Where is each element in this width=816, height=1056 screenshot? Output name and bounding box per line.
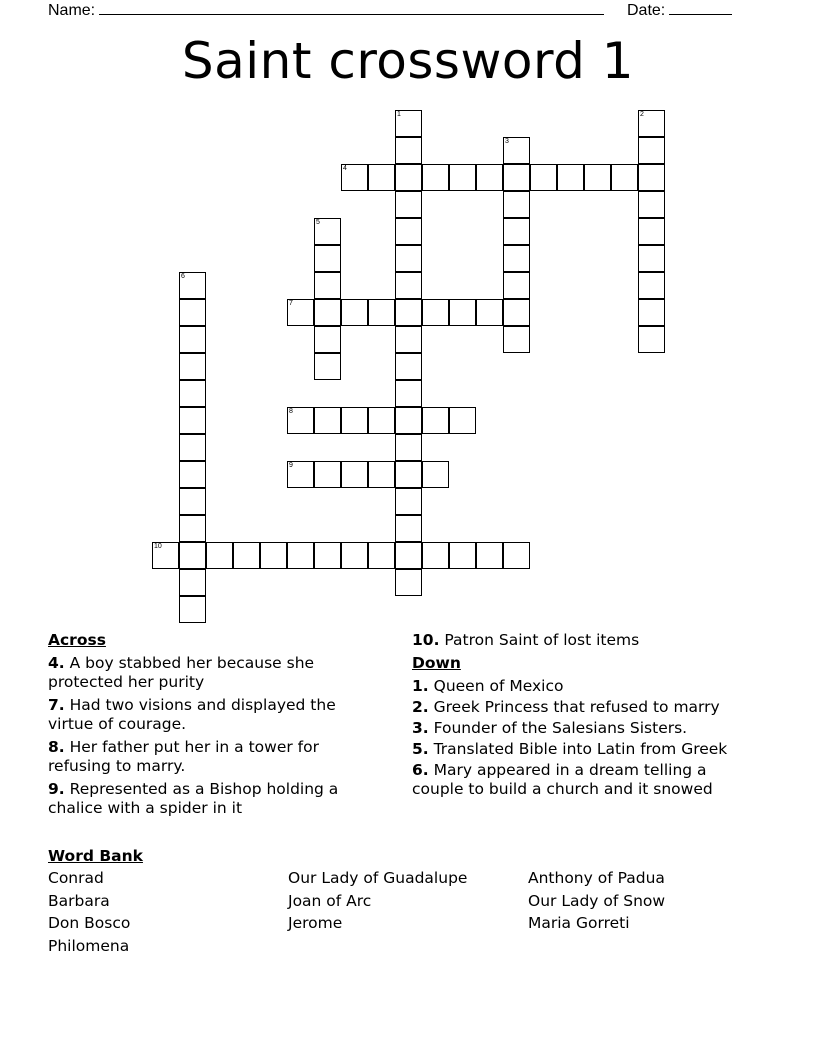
grid-cell[interactable]	[503, 137, 530, 164]
clue-number: 10.	[412, 631, 440, 649]
name-label: Name:	[48, 2, 96, 19]
clue-number: 1.	[412, 677, 429, 695]
grid-cell[interactable]	[422, 461, 449, 488]
grid-cell[interactable]	[449, 299, 476, 326]
word-bank-entry: Maria Gorreti	[528, 914, 630, 932]
grid-cell[interactable]	[314, 353, 341, 380]
grid-cell[interactable]	[449, 407, 476, 434]
clue-number: 2	[640, 111, 644, 118]
grid-cell[interactable]	[503, 245, 530, 272]
grid-cell[interactable]	[449, 542, 476, 569]
clue-item	[48, 738, 378, 776]
grid-cell[interactable]	[179, 488, 206, 515]
grid-cell[interactable]	[179, 380, 206, 407]
grid-cell[interactable]	[179, 407, 206, 434]
grid-cell[interactable]	[638, 272, 665, 299]
grid-cell[interactable]	[476, 164, 503, 191]
grid-cell[interactable]	[314, 407, 341, 434]
clue-number: 8	[289, 408, 293, 415]
grid-cell[interactable]	[233, 542, 260, 569]
grid-cell[interactable]	[422, 407, 449, 434]
clue-number: 7.	[48, 696, 65, 714]
grid-cell[interactable]	[395, 137, 422, 164]
word-bank-entry: Joan of Arc	[288, 891, 372, 910]
grid-cell[interactable]	[368, 164, 395, 191]
grid-cell[interactable]	[341, 461, 368, 488]
down-heading: Down	[412, 654, 461, 672]
grid-cell[interactable]	[395, 164, 422, 191]
word-bank-entry: Jerome	[288, 914, 343, 932]
grid-cell[interactable]	[503, 191, 530, 218]
clue-number: 3	[505, 138, 509, 145]
clue-number: 5	[316, 219, 320, 226]
clue-number: 2.	[412, 698, 429, 716]
grid-cell[interactable]	[638, 326, 665, 353]
grid-cell[interactable]	[179, 461, 206, 488]
clue-number: 9.	[48, 780, 65, 798]
word-bank-column-3	[528, 867, 665, 935]
grid-cell[interactable]	[179, 299, 206, 326]
grid-cell[interactable]	[341, 299, 368, 326]
grid-cell[interactable]	[395, 191, 422, 218]
grid-cell[interactable]	[341, 407, 368, 434]
grid-cell[interactable]	[638, 299, 665, 326]
grid-cell[interactable]	[395, 461, 422, 488]
clue-item	[412, 677, 757, 696]
grid-cell[interactable]	[503, 164, 530, 191]
clue-number: 4	[343, 165, 347, 172]
grid-cell[interactable]	[314, 299, 341, 326]
clue-text: Represented as a Bishop holding a chalice with a spider in it	[48, 780, 339, 817]
grid-cell[interactable]	[395, 434, 422, 461]
grid-cell[interactable]	[638, 191, 665, 218]
clue-number: 4.	[48, 654, 65, 672]
grid-cell[interactable]	[395, 218, 422, 245]
grid-cell[interactable]	[503, 326, 530, 353]
across-heading: Across	[48, 631, 106, 649]
grid-cell[interactable]	[179, 515, 206, 542]
clue-number: 6	[181, 273, 185, 280]
grid-cell[interactable]	[395, 326, 422, 353]
grid-cell[interactable]	[368, 299, 395, 326]
clue-item	[412, 698, 757, 717]
grid-cell[interactable]	[179, 542, 206, 569]
grid-cell[interactable]	[287, 542, 314, 569]
grid-cell[interactable]	[395, 569, 422, 596]
clue-text: Founder of the Salesians Sisters.	[428, 719, 688, 737]
grid-cell[interactable]	[314, 326, 341, 353]
grid-cell[interactable]	[422, 164, 449, 191]
clue-text: Greek Princess that refused to marry	[428, 698, 720, 716]
word-bank-entry: Don Bosco	[48, 914, 131, 932]
grid-cell[interactable]	[368, 407, 395, 434]
grid-cell[interactable]	[395, 272, 422, 299]
grid-cell[interactable]	[341, 164, 368, 191]
clue-text: Had two visions and displayed the virtue of courage.	[48, 696, 336, 733]
word-bank-column-2	[288, 867, 467, 935]
grid-cell[interactable]	[611, 164, 638, 191]
word-bank-heading: Word Bank	[48, 847, 143, 865]
clue-number: 3.	[412, 719, 429, 737]
grid-cell[interactable]	[368, 461, 395, 488]
clue-number: 7	[289, 300, 293, 307]
grid-cell[interactable]	[206, 542, 233, 569]
grid-cell[interactable]	[287, 299, 314, 326]
clue-text: Queen of Mexico	[428, 677, 564, 695]
grid-cell[interactable]	[503, 542, 530, 569]
grid-cell[interactable]	[341, 542, 368, 569]
grid-cell[interactable]	[395, 380, 422, 407]
page-title: Saint crossword 1	[181, 32, 635, 90]
grid-cell[interactable]	[152, 542, 179, 569]
grid-cell[interactable]	[476, 299, 503, 326]
clue-number: 9	[289, 462, 293, 469]
clue-number: 8.	[48, 738, 65, 756]
grid-cell[interactable]	[584, 164, 611, 191]
clue-text: Her father put her in a tower for refusing to marry.	[48, 738, 319, 775]
grid-cell[interactable]	[368, 542, 395, 569]
clue-item	[412, 631, 757, 650]
grid-cell[interactable]	[287, 407, 314, 434]
grid-cell[interactable]	[422, 299, 449, 326]
grid-cell[interactable]	[638, 137, 665, 164]
clue-text: A boy stabbed her because she protected her purity	[48, 654, 315, 691]
date-label: Date:	[627, 2, 666, 19]
grid-cell[interactable]	[638, 164, 665, 191]
grid-cell[interactable]	[503, 272, 530, 299]
grid-cell[interactable]	[503, 218, 530, 245]
grid-cell[interactable]	[449, 164, 476, 191]
clue-text: Translated Bible into Latin from Greek	[428, 740, 728, 758]
grid-cell[interactable]	[638, 245, 665, 272]
grid-cell[interactable]	[395, 353, 422, 380]
grid-cell[interactable]	[314, 542, 341, 569]
clue-number: 1	[397, 111, 401, 118]
grid-cell[interactable]	[314, 272, 341, 299]
grid-cell[interactable]	[638, 110, 665, 137]
word-bank-entry: Barbara	[48, 891, 110, 910]
grid-cell[interactable]	[557, 164, 584, 191]
across-clues	[48, 631, 378, 822]
grid-cell[interactable]	[638, 218, 665, 245]
grid-cell[interactable]	[179, 272, 206, 299]
clue-item	[412, 719, 757, 738]
grid-cell[interactable]	[395, 110, 422, 137]
word-bank-entry: Philomena	[48, 936, 130, 955]
grid-cell[interactable]	[395, 299, 422, 326]
grid-cell[interactable]	[503, 299, 530, 326]
clue-item	[412, 740, 757, 759]
word-bank-entry: Conrad	[48, 869, 104, 887]
clue-item	[412, 761, 757, 799]
word-bank-entry: Our Lady of Guadalupe	[288, 869, 468, 887]
grid-cell[interactable]	[314, 245, 341, 272]
right-clue-column	[412, 631, 757, 801]
clue-text: Mary appeared in a dream telling a couple to build a church and it snowed	[412, 761, 713, 798]
clue-number: 6.	[412, 761, 429, 779]
grid-cell[interactable]	[395, 407, 422, 434]
clue-item	[48, 654, 378, 692]
clue-item	[48, 780, 378, 818]
grid-cell[interactable]	[179, 353, 206, 380]
grid-cell[interactable]	[179, 326, 206, 353]
grid-cell[interactable]	[314, 461, 341, 488]
word-bank-column-1	[48, 867, 130, 957]
word-bank-entry: Our Lady of Snow	[528, 891, 666, 910]
grid-cell[interactable]	[395, 488, 422, 515]
grid-cell[interactable]	[530, 164, 557, 191]
clue-number: 10	[154, 543, 162, 550]
clue-number: 5.	[412, 740, 429, 758]
word-bank-entry: Anthony of Padua	[528, 869, 665, 887]
grid-cell[interactable]	[476, 542, 503, 569]
grid-cell[interactable]	[395, 515, 422, 542]
grid-cell[interactable]	[422, 542, 449, 569]
grid-cell[interactable]	[395, 542, 422, 569]
grid-cell[interactable]	[179, 434, 206, 461]
clue-item	[48, 696, 378, 734]
grid-cell[interactable]	[314, 218, 341, 245]
grid-cell[interactable]	[179, 569, 206, 596]
clue-text: Patron Saint of lost items	[439, 631, 640, 649]
grid-cell[interactable]	[395, 245, 422, 272]
grid-cell[interactable]	[287, 461, 314, 488]
grid-cell[interactable]	[260, 542, 287, 569]
grid-cell[interactable]	[179, 596, 206, 623]
